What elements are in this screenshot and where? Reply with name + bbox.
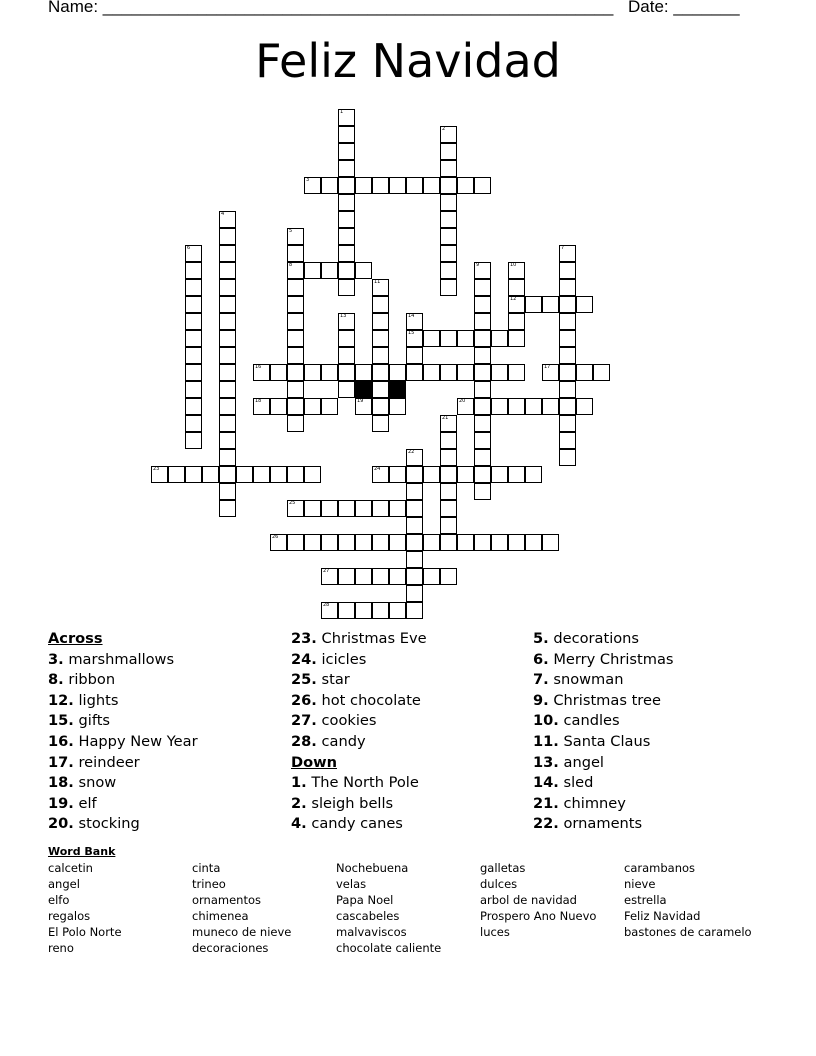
crossword-cell[interactable] [389,602,406,619]
date-field[interactable]: Date: _______ [628,0,740,16]
word-bank-item: malvaviscos [336,925,407,940]
crossword-cell[interactable] [440,194,457,211]
crossword-cell[interactable] [389,568,406,585]
word-bank-item: luces [480,925,510,940]
crossword-cell[interactable] [185,313,202,330]
crossword-cell[interactable] [185,262,202,279]
across-clue: 19. elf [48,794,97,812]
crossword-cell[interactable] [440,466,457,483]
crossword-cell[interactable] [474,177,491,194]
crossword-cell[interactable] [270,364,287,381]
crossword-cell[interactable] [355,364,372,381]
crossword-cell[interactable] [389,466,406,483]
clue-number: 21 [442,415,449,421]
crossword-cell[interactable] [321,364,338,381]
clue-number: 14 [408,313,415,319]
crossword-cell[interactable] [219,364,236,381]
crossword-cell[interactable] [542,296,559,313]
word-bank-column [48,860,122,957]
across-clue: 8. ribbon [48,671,116,689]
word-bank-item: Nochebuena [336,861,409,875]
crossword-cell[interactable] [372,381,389,398]
crossword-cell[interactable] [474,279,491,296]
crossword-cell[interactable] [287,381,304,398]
crossword-cell[interactable] [491,330,508,347]
down-clue: 7. snowman [533,671,624,689]
crossword-cell[interactable] [338,500,355,517]
crossword-cell[interactable] [304,262,321,279]
crossword-cell[interactable] [185,398,202,415]
word-bank-item: estrella [624,893,667,908]
crossword-cell[interactable] [457,466,474,483]
clue-number: 4 [221,211,225,217]
crossword-cell[interactable] [321,534,338,551]
crossword-cell[interactable] [372,364,389,381]
crossword-cell[interactable] [491,534,508,551]
crossword-cell[interactable] [474,534,491,551]
crossword-cell[interactable] [576,364,593,381]
down-clue: 11. Santa Claus [533,732,651,750]
crossword-cell[interactable] [304,364,321,381]
clue-number: 27 [323,568,330,574]
crossword-cell[interactable] [355,534,372,551]
crossword-cell[interactable] [219,245,236,262]
word-bank-item: decoraciones [192,941,269,956]
crossword-cell[interactable] [372,500,389,517]
crossword-cell[interactable] [576,296,593,313]
crossword-cell[interactable] [168,466,185,483]
crossword-cell[interactable] [406,585,423,602]
crossword-cell[interactable] [559,279,576,296]
crossword-cell[interactable] [219,279,236,296]
crossword-cell[interactable] [389,177,406,194]
crossword-cell[interactable] [355,262,372,279]
word-bank-item: carambanos [624,861,696,875]
crossword-cell[interactable] [559,262,576,279]
crossword-cell[interactable] [287,534,304,551]
clue-number: 25 [289,500,296,506]
crossword-cell[interactable] [508,313,525,330]
crossword-cell[interactable] [525,466,542,483]
crossword-cell[interactable] [542,534,559,551]
crossword-cell[interactable] [219,500,236,517]
crossword-cell[interactable] [372,296,389,313]
crossword-cell[interactable] [474,398,491,415]
crossword-cell[interactable] [338,245,355,262]
crossword-cell[interactable] [440,211,457,228]
crossword-cell[interactable] [287,364,304,381]
clue-number: 20 [459,398,466,404]
crossword-cell[interactable] [389,364,406,381]
clue-number: 11 [374,279,381,285]
crossword-cell[interactable] [372,415,389,432]
crossword-cell[interactable] [321,398,338,415]
crossword-cell[interactable] [185,381,202,398]
crossword-cell[interactable] [559,296,576,313]
word-bank-column [480,860,596,940]
crossword-cell[interactable] [474,483,491,500]
crossword-cell[interactable] [355,177,372,194]
crossword-cell[interactable] [219,432,236,449]
crossword-cell[interactable] [474,296,491,313]
clue-number: 18 [255,398,262,404]
crossword-cell[interactable] [219,228,236,245]
crossword-cell[interactable] [508,398,525,415]
word-bank-item: chocolate caliente [336,941,442,956]
word-bank-item: regalos [48,909,91,924]
word-bank-item: cascabeles [336,909,400,924]
crossword-cell[interactable] [287,415,304,432]
crossword-cell[interactable] [440,143,457,160]
crossword-cell[interactable] [542,398,559,415]
black-square [389,381,406,398]
crossword-cell[interactable] [406,347,423,364]
crossword-cell[interactable] [372,313,389,330]
crossword-cell[interactable] [185,330,202,347]
crossword-cell[interactable] [406,483,423,500]
across-clue: 17. reindeer [48,753,140,771]
across-clue: 3. marshmallows [48,650,175,668]
crossword-cell[interactable] [559,330,576,347]
crossword-cell[interactable] [287,347,304,364]
header [48,0,740,17]
word-bank-item: Prospero Ano Nuevo [480,909,597,924]
crossword-cell[interactable] [423,177,440,194]
name-field[interactable]: Name: ______________________________________________________ [48,0,614,16]
crossword-cell[interactable] [219,483,236,500]
crossword-cell[interactable] [423,364,440,381]
crossword-cell[interactable] [423,534,440,551]
crossword-cell[interactable] [355,500,372,517]
down-clue: 9. Christmas tree [533,691,661,709]
crossword-cell[interactable] [406,500,423,517]
clue-number: 26 [272,534,279,540]
crossword-cell[interactable] [185,432,202,449]
crossword-cell[interactable] [457,330,474,347]
crossword-cell[interactable] [236,466,253,483]
crossword-cell[interactable] [372,398,389,415]
crossword-cell[interactable] [440,177,457,194]
crossword-cell[interactable] [219,296,236,313]
word-bank-heading: Word Bank [48,845,116,858]
crossword-cell[interactable] [440,568,457,585]
clue-number: 22 [408,449,415,455]
crossword-cell[interactable] [491,364,508,381]
black-square [355,381,372,398]
crossword-cell[interactable] [372,347,389,364]
crossword-cell[interactable] [304,534,321,551]
crossword-cell[interactable] [406,534,423,551]
clue-number: 3 [306,177,310,183]
clue-number: 24 [374,466,381,472]
crossword-cell[interactable] [457,364,474,381]
clue-number: 8 [289,262,293,268]
crossword-cell[interactable] [338,330,355,347]
crossword-cell[interactable] [219,313,236,330]
down-clue: 4. candy canes [291,815,403,833]
crossword-cell[interactable] [338,126,355,143]
across-clue: 15. gifts [48,712,111,730]
crossword-cell[interactable] [474,313,491,330]
crossword-cell[interactable] [287,313,304,330]
crossword-cell[interactable] [593,364,610,381]
crossword-cell[interactable] [474,381,491,398]
word-bank-item: galletas [480,861,526,875]
crossword-cell[interactable] [321,262,338,279]
crossword-cell[interactable] [440,500,457,517]
clue-number: 28 [323,602,330,608]
crossword-cell[interactable] [338,228,355,245]
crossword-cell[interactable] [559,381,576,398]
crossword-cell[interactable] [440,160,457,177]
clues-column-3 [533,629,674,835]
crossword-cell[interactable] [559,313,576,330]
word-bank-item: reno [48,941,74,956]
crossword-cell[interactable] [287,279,304,296]
crossword-cell[interactable] [474,415,491,432]
crossword-cell[interactable] [219,347,236,364]
word-bank-item: chimenea [192,909,249,924]
crossword-cell[interactable] [338,177,355,194]
crossword-cell[interactable] [287,296,304,313]
crossword-cell[interactable] [321,500,338,517]
crossword-cell[interactable] [491,398,508,415]
crossword-cell[interactable] [355,602,372,619]
page-title: Feliz Navidad [255,34,561,88]
word-bank-item: calcetin [48,861,93,875]
word-bank-item: bastones de caramelo [624,925,752,940]
down-clue: 1. The North Pole [291,774,419,792]
down-clue: 13. angel [533,753,604,771]
across-clue: 23. Christmas Eve [291,630,427,647]
crossword-cell[interactable] [338,602,355,619]
crossword-cell[interactable] [304,398,321,415]
crossword-cell[interactable] [219,398,236,415]
crossword-cell[interactable] [355,568,372,585]
crossword-cell[interactable] [508,534,525,551]
down-clue: 22. ornaments [533,815,643,833]
crossword-cell[interactable] [338,364,355,381]
across-clue: 18. snow [48,774,117,792]
crossword-cell[interactable] [474,364,491,381]
across-clue: 26. hot chocolate [291,691,421,709]
crossword-cell[interactable] [321,177,338,194]
down-clue: 6. Merry Christmas [533,650,674,668]
crossword-cell[interactable] [202,466,219,483]
crossword-cell[interactable] [423,466,440,483]
crossword-cell[interactable] [525,296,542,313]
crossword-cell[interactable] [406,551,423,568]
crossword-cell[interactable] [474,432,491,449]
crossword-cell[interactable] [440,279,457,296]
clue-number: 12 [510,296,517,302]
word-bank-item: elfo [48,893,70,908]
word-bank-column [192,860,291,957]
across-heading: Across [48,630,103,647]
crossword-cell[interactable] [440,517,457,534]
crossword-cell[interactable] [474,466,491,483]
across-clue: 16. Happy New Year [48,732,198,750]
word-bank-item: dulces [480,877,518,892]
crossword-cell[interactable] [185,466,202,483]
down-clue: 10. candles [533,712,620,730]
crossword-cell[interactable] [440,245,457,262]
crossword-cell[interactable] [287,330,304,347]
crossword-cell[interactable] [559,432,576,449]
down-clue: 21. chimney [533,794,626,812]
across-clue: 12. lights [48,691,119,709]
crossword-cell[interactable] [474,449,491,466]
word-bank-item: velas [336,877,367,892]
word-bank-item: muneco de nieve [192,925,292,940]
crossword-cell[interactable] [423,330,440,347]
crossword-cell[interactable] [525,534,542,551]
crossword-cell[interactable] [406,517,423,534]
crossword-cell[interactable] [253,466,270,483]
crossword-cell[interactable] [219,449,236,466]
clues-column-1 [48,629,198,835]
crossword-cell[interactable] [219,415,236,432]
crossword-cell[interactable] [372,602,389,619]
crossword-cell[interactable] [491,466,508,483]
clue-number: 9 [476,262,480,268]
clue-number: 5 [289,228,293,234]
crossword-cell[interactable] [185,415,202,432]
word-bank-item: cinta [192,861,221,875]
crossword-cell[interactable] [338,262,355,279]
crossword-cell[interactable] [440,228,457,245]
crossword-cell[interactable] [457,534,474,551]
crossword-cell[interactable] [338,534,355,551]
crossword-cell[interactable] [440,534,457,551]
crossword-cell[interactable] [304,500,321,517]
down-clue: 14. sled [533,774,594,792]
crossword-cell[interactable] [372,534,389,551]
down-clue: 2. sleigh bells [291,794,394,812]
word-bank-item: ornamentos [192,893,261,908]
crossword-cell[interactable] [219,262,236,279]
crossword-cell[interactable] [440,449,457,466]
crossword-cell[interactable] [559,415,576,432]
crossword-cell[interactable] [185,279,202,296]
crossword-cell[interactable] [270,466,287,483]
clue-number: 7 [561,245,565,251]
crossword-cell[interactable] [508,466,525,483]
crossword-cell[interactable] [389,534,406,551]
crossword-cell[interactable] [508,364,525,381]
crossword-cell[interactable] [406,364,423,381]
word-bank-item: trineo [192,877,226,892]
clue-number: 10 [510,262,517,268]
crossword-cell[interactable] [559,364,576,381]
crossword-cell[interactable] [440,330,457,347]
crossword-cell[interactable] [440,483,457,500]
down-heading: Down [291,753,338,771]
crossword-cell[interactable] [287,398,304,415]
crossword-cell[interactable] [338,347,355,364]
across-clue: 25. star [291,671,350,689]
clue-number: 16 [255,364,262,370]
crossword-cell[interactable] [219,466,236,483]
across-clue: 24. icicles [291,650,367,668]
crossword-cell[interactable] [338,143,355,160]
crossword-cell[interactable] [576,398,593,415]
crossword-cell[interactable] [508,330,525,347]
crossword-cell[interactable] [185,347,202,364]
crossword-cell[interactable] [304,466,321,483]
word-bank-item: Papa Noel [336,893,394,908]
crossword-cell[interactable] [508,279,525,296]
crossword-cell[interactable] [559,449,576,466]
word-bank-item: arbol de navidad [480,893,577,908]
across-clue: 27. cookies [291,712,377,730]
crossword-cell[interactable] [338,279,355,296]
clue-number: 19 [357,398,364,404]
crossword-cell[interactable] [338,211,355,228]
crossword-cell[interactable] [219,330,236,347]
crossword-cell[interactable] [185,296,202,313]
crossword-cell[interactable] [474,347,491,364]
crossword-cell[interactable] [559,347,576,364]
crossword-cell[interactable] [406,568,423,585]
clue-number: 17 [544,364,551,370]
word-bank-column [624,860,752,940]
crossword-cell[interactable] [457,177,474,194]
crossword-cell[interactable] [338,381,355,398]
crossword-cell[interactable] [559,398,576,415]
clue-number: 15 [408,330,415,336]
across-clue: 28. candy [291,732,366,750]
crossword-cell[interactable] [338,194,355,211]
crossword-cell[interactable] [287,466,304,483]
crossword-cell[interactable] [406,466,423,483]
crossword-cell[interactable] [338,160,355,177]
word-bank-item: angel [48,877,80,892]
word-bank-item: El Polo Norte [48,925,122,940]
crossword-cell[interactable] [440,262,457,279]
word-bank-column [336,860,441,957]
word-bank-item: nieve [624,877,656,892]
crossword-cell[interactable] [287,245,304,262]
across-clue: 20. stocking [48,815,140,833]
clue-number: 2 [442,126,446,132]
crossword-cell[interactable] [185,364,202,381]
clue-number: 1 [340,109,344,115]
crossword-cell[interactable] [372,177,389,194]
crossword-cell[interactable] [440,364,457,381]
crossword-cell[interactable] [389,500,406,517]
crossword-cell[interactable] [389,398,406,415]
crossword-cell[interactable] [474,330,491,347]
down-clue: 5. decorations [533,630,640,647]
crossword-cell[interactable] [338,568,355,585]
crossword-cell[interactable] [406,177,423,194]
clue-number: 13 [340,313,347,319]
crossword-cell[interactable] [372,330,389,347]
word-bank-item: Feliz Navidad [624,909,701,924]
crossword-cell[interactable] [219,381,236,398]
clue-number: 6 [187,245,191,251]
crossword-cell[interactable] [270,398,287,415]
crossword-cell[interactable] [440,432,457,449]
crossword-cell[interactable] [372,568,389,585]
crossword-cell[interactable] [423,568,440,585]
crossword-cell[interactable] [525,398,542,415]
crossword-cell[interactable] [406,602,423,619]
clue-number: 23 [153,466,160,472]
clues-column-2 [291,629,427,835]
